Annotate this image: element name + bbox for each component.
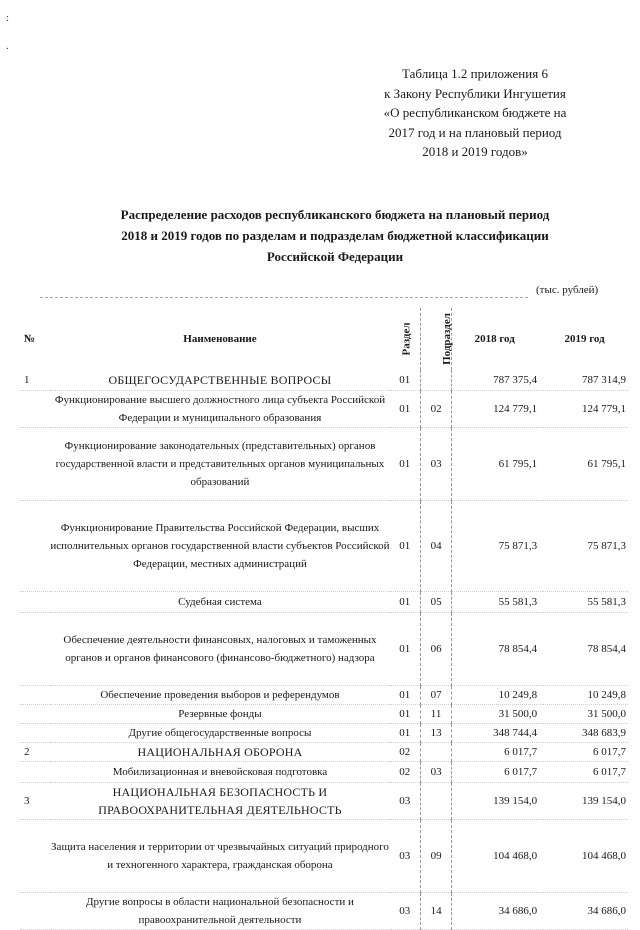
table-row bbox=[20, 370, 628, 391]
row-amount-2019: 6 017,7 bbox=[543, 762, 628, 783]
row-number: 1 bbox=[20, 370, 50, 391]
table-row bbox=[20, 783, 628, 820]
header-2019: 2019 год bbox=[564, 333, 605, 345]
row-number bbox=[20, 501, 50, 592]
title-line-1: Распределение расходов республиканского бюджета на плановый период bbox=[120, 207, 550, 222]
row-name: Функционирование законодательных (представительных) органов государственной власти и представительных органов муниципальных образований bbox=[50, 428, 389, 501]
table-row bbox=[20, 893, 628, 930]
row-subsection: 09 bbox=[420, 820, 451, 893]
row-amount-2019: 104 468,0 bbox=[543, 820, 628, 893]
row-amount-2018: 34 686,0 bbox=[452, 893, 543, 930]
appendix-line-2: к Закону Республики Ингушетия bbox=[384, 85, 566, 101]
row-section: 01 bbox=[390, 391, 421, 428]
row-amount-2019: 787 314,9 bbox=[543, 370, 628, 391]
row-amount-2018: 6 017,7 bbox=[452, 762, 543, 783]
title-line-3: Российской Федерации bbox=[266, 249, 404, 264]
header-name: Наименование bbox=[183, 333, 257, 345]
row-section: 03 bbox=[390, 783, 421, 820]
row-number bbox=[20, 724, 50, 743]
row-number bbox=[20, 762, 50, 783]
row-number bbox=[20, 705, 50, 724]
header-section bbox=[390, 308, 421, 370]
row-section: 01 bbox=[390, 686, 421, 705]
row-section: 03 bbox=[390, 820, 421, 893]
row-name: Другие общегосударственные вопросы bbox=[50, 724, 389, 743]
row-number bbox=[20, 428, 50, 501]
table-row bbox=[20, 428, 628, 501]
row-subsection: 11 bbox=[420, 705, 451, 724]
row-number: 3 bbox=[20, 783, 50, 820]
row-subsection: 03 bbox=[420, 762, 451, 783]
row-amount-2018: 6 017,7 bbox=[452, 743, 543, 762]
row-subsection: 05 bbox=[420, 592, 451, 613]
row-section: 02 bbox=[390, 743, 421, 762]
row-name: Другие вопросы в области национальной безопасности и правоохранительной деятельности bbox=[50, 893, 389, 930]
table-row bbox=[20, 820, 628, 893]
row-amount-2018: 78 854,4 bbox=[452, 613, 543, 686]
row-amount-2018: 104 468,0 bbox=[452, 820, 543, 893]
budget-table bbox=[20, 308, 628, 930]
table-row bbox=[20, 743, 628, 762]
row-amount-2019: 61 795,1 bbox=[543, 428, 628, 501]
row-subsection: 07 bbox=[420, 686, 451, 705]
document-title bbox=[70, 204, 600, 267]
header-2018: 2018 год bbox=[474, 333, 515, 345]
row-subsection: 06 bbox=[420, 613, 451, 686]
row-amount-2018: 787 375,4 bbox=[452, 370, 543, 391]
row-amount-2018: 348 744,4 bbox=[452, 724, 543, 743]
table-row bbox=[20, 686, 628, 705]
row-subsection: 13 bbox=[420, 724, 451, 743]
row-amount-2019: 10 249,8 bbox=[543, 686, 628, 705]
appendix-line-5: 2018 и 2019 годов» bbox=[422, 144, 528, 159]
row-subsection: 04 bbox=[420, 501, 451, 592]
row-amount-2018: 10 249,8 bbox=[452, 686, 543, 705]
table-row bbox=[20, 724, 628, 743]
row-name: Обеспечение деятельности финансовых, налоговых и таможенных органов и органов финансового (финансово-бюджетного) надзора bbox=[50, 613, 389, 686]
row-amount-2019: 34 686,0 bbox=[543, 893, 628, 930]
row-amount-2019: 139 154,0 bbox=[543, 783, 628, 820]
row-section: 01 bbox=[390, 501, 421, 592]
table-row bbox=[20, 705, 628, 724]
row-subsection bbox=[420, 783, 451, 820]
row-number bbox=[20, 686, 50, 705]
row-amount-2018: 139 154,0 bbox=[452, 783, 543, 820]
scan-mark-second: . bbox=[6, 40, 9, 52]
appendix-note bbox=[330, 64, 620, 162]
header-subsection bbox=[420, 308, 451, 370]
row-section: 01 bbox=[390, 613, 421, 686]
row-number bbox=[20, 391, 50, 428]
row-amount-2018: 31 500,0 bbox=[452, 705, 543, 724]
row-name: Функционирование высшего должностного лица субъекта Российской Федерации и муниципального образования bbox=[50, 391, 389, 428]
row-subsection bbox=[420, 743, 451, 762]
row-amount-2019: 6 017,7 bbox=[543, 743, 628, 762]
row-number bbox=[20, 613, 50, 686]
row-section: 01 bbox=[390, 724, 421, 743]
row-amount-2019: 348 683,9 bbox=[543, 724, 628, 743]
row-section: 02 bbox=[390, 762, 421, 783]
header-section-label: Раздел bbox=[400, 322, 413, 356]
row-section: 01 bbox=[390, 370, 421, 391]
row-number bbox=[20, 893, 50, 930]
row-name: Мобилизационная и вневойсковая подготовка bbox=[50, 762, 389, 783]
table-row bbox=[20, 762, 628, 783]
row-name: Обеспечение проведения выборов и референдумов bbox=[50, 686, 389, 705]
row-number bbox=[20, 820, 50, 893]
row-amount-2018: 75 871,3 bbox=[452, 501, 543, 592]
scan-mark-top: : bbox=[6, 12, 10, 24]
row-section: 03 bbox=[390, 893, 421, 930]
table-row bbox=[20, 592, 628, 613]
row-amount-2019: 124 779,1 bbox=[543, 391, 628, 428]
row-amount-2019: 75 871,3 bbox=[543, 501, 628, 592]
title-line-2: 2018 и 2019 годов по разделам и подразделам бюджетной классификации bbox=[121, 228, 549, 243]
appendix-line-3: «О республиканском бюджете на bbox=[383, 105, 567, 120]
row-section: 01 bbox=[390, 705, 421, 724]
row-name: ОБЩЕГОСУДАРСТВЕННЫЕ ВОПРОСЫ bbox=[50, 370, 389, 391]
header-subsection-label: Подраздел bbox=[440, 313, 453, 365]
table-header-row bbox=[20, 308, 628, 370]
row-name: Защита населения и территории от чрезвычайных ситуаций природного и техногенного характера, гражданская оборона bbox=[50, 820, 389, 893]
row-amount-2019: 78 854,4 bbox=[543, 613, 628, 686]
row-subsection: 03 bbox=[420, 428, 451, 501]
header-number: № bbox=[24, 333, 36, 345]
row-amount-2018: 124 779,1 bbox=[452, 391, 543, 428]
row-name: Резервные фонды bbox=[50, 705, 389, 724]
appendix-line-4: 2017 год и на плановый период bbox=[388, 124, 562, 140]
row-amount-2018: 61 795,1 bbox=[452, 428, 543, 501]
row-name: НАЦИОНАЛЬНАЯ БЕЗОПАСНОСТЬ И ПРАВООХРАНИТЕЛЬНАЯ ДЕЯТЕЛЬНОСТЬ bbox=[50, 783, 389, 820]
table-row bbox=[20, 391, 628, 428]
row-section: 01 bbox=[390, 592, 421, 613]
row-number bbox=[20, 592, 50, 613]
appendix-line-1: Таблица 1.2 приложения 6 bbox=[402, 66, 548, 81]
units-label: (тыс. рублей) bbox=[536, 284, 599, 296]
row-name: Судебная система bbox=[50, 592, 389, 613]
row-amount-2019: 55 581,3 bbox=[543, 592, 628, 613]
row-name: Функционирование Правительства Российской Федерации, высших исполнительных органов государственной власти субъектов Российской Федерации, местных администраций bbox=[50, 501, 389, 592]
table-row bbox=[20, 613, 628, 686]
row-subsection: 02 bbox=[420, 391, 451, 428]
row-section: 01 bbox=[390, 428, 421, 501]
row-amount-2018: 55 581,3 bbox=[452, 592, 543, 613]
table-row bbox=[20, 501, 628, 592]
units-divider bbox=[40, 297, 528, 298]
row-number: 2 bbox=[20, 743, 50, 762]
row-subsection: 14 bbox=[420, 893, 451, 930]
row-name: НАЦИОНАЛЬНАЯ ОБОРОНА bbox=[50, 743, 389, 762]
row-amount-2019: 31 500,0 bbox=[543, 705, 628, 724]
row-subsection bbox=[420, 370, 451, 391]
